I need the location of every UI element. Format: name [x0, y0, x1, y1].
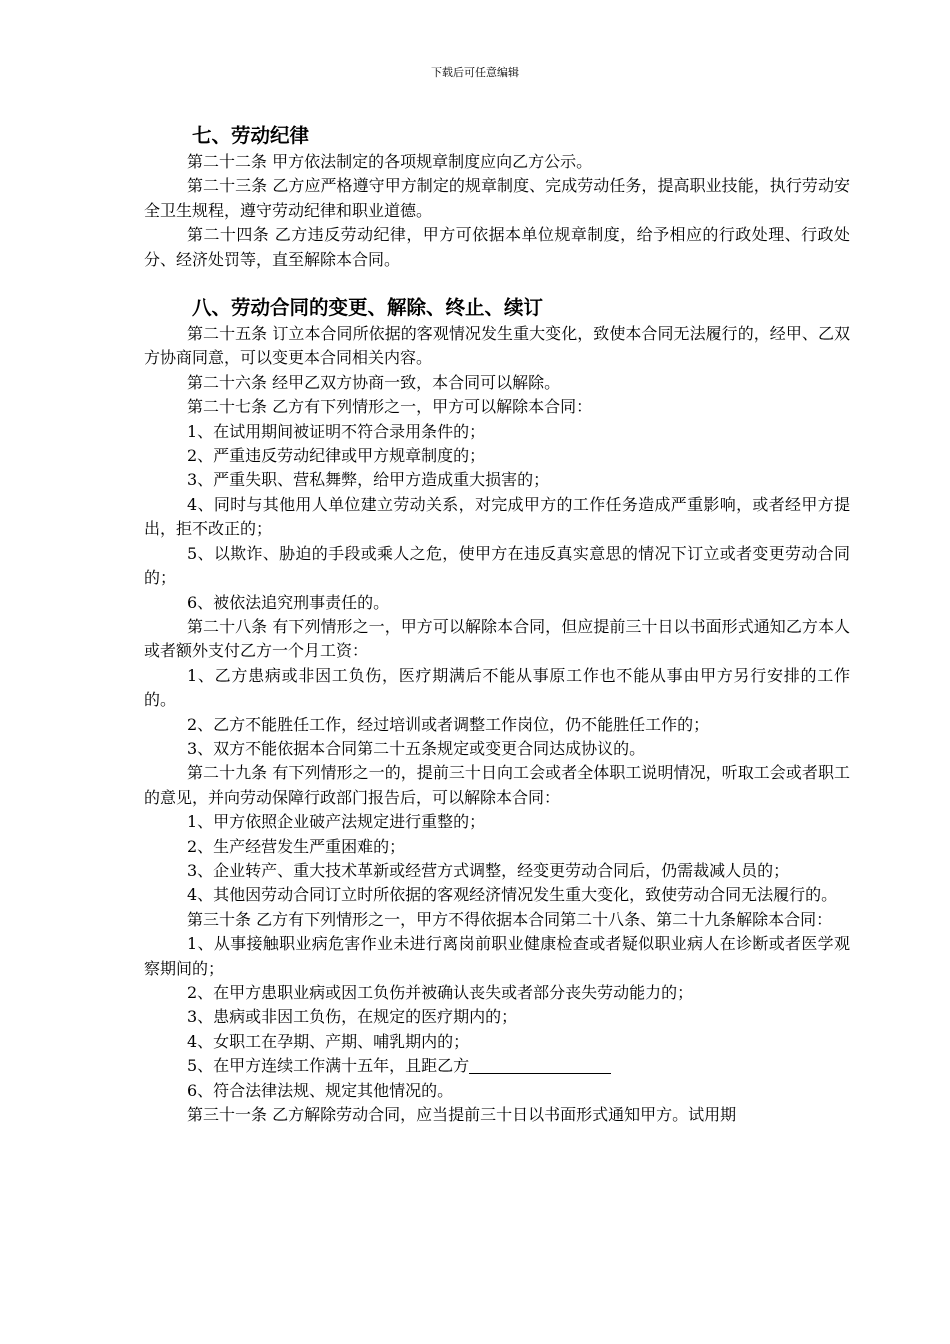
article-29-item-2: 2、生产经营发生严重困难的；	[187, 836, 406, 856]
section-title-labor-discipline: 七、劳动纪律	[192, 124, 310, 147]
article-30-item-5-text: 5、在甲方连续工作满十五年，且距乙方	[187, 1056, 470, 1076]
article-25: 第二十五条 订立本合同所依据的客观情况发生重大变化，致使本合同无法履行的，经甲、乙双方协商同意，可以变更本合同相关内容。	[144, 324, 850, 368]
article-22: 第二十二条 甲方依法制定的各项规章制度应向乙方公示。	[187, 152, 593, 171]
article-26: 第二十六条 经甲乙双方协商一致，本合同可以解除。	[187, 372, 561, 392]
article-23: 第二十三条 乙方应严格遵守甲方制定的规章制度、完成劳动任务，提高职业技能，执行劳动安全卫生规程，遵守劳动纪律和职业道德。	[144, 176, 850, 220]
article-28: 第二十八条 有下列情形之一，甲方可以解除本合同，但应提前三十日以书面形式通知乙方本人或者额外支付乙方一个月工资：	[144, 616, 850, 661]
article-28-item-3: 3、双方不能依据本合同第二十五条规定或变更合同达成协议的。	[187, 738, 646, 758]
article-27-item-2: 2、严重违反劳动纪律或甲方规章制度的；	[187, 446, 486, 466]
article-28-item-1: 1、乙方患病或非因工负伤，医疗期满后不能从事原工作也不能从事由甲方另行安排的工作的。	[144, 665, 850, 710]
article-27-item-6: 6、被依法追究刑事责任的。	[187, 592, 390, 612]
article-31: 第三十一条 乙方解除劳动合同，应当提前三十日以书面形式通知甲方。试用期	[187, 1105, 737, 1125]
article-29-item-1: 1、甲方依照企业破产法规定进行重整的；	[187, 812, 486, 832]
page-header-note: 下载后可任意编辑	[431, 66, 519, 79]
document-body	[144, 122, 850, 1127]
article-30-item-3: 3、患病或非因工负伤，在规定的医疗期内的；	[187, 1007, 518, 1027]
article-27: 第二十七条 乙方有下列情形之一，甲方可以解除本合同：	[187, 397, 593, 417]
article-30: 第三十条 乙方有下列情形之一，甲方不得依据本合同第二十八条、第二十九条解除本合同：	[187, 909, 833, 929]
article-28-item-2: 2、乙方不能胜任工作，经过培训或者调整工作岗位，仍不能胜任工作的；	[187, 714, 710, 734]
article-27-item-1: 1、在试用期间被证明不符合录用条件的；	[187, 421, 486, 441]
section-title-contract-change: 八、劳动合同的变更、解除、终止、续订	[192, 296, 544, 320]
fill-in-blank	[469, 1057, 611, 1074]
article-29: 第二十九条 有下列情形之一的，提前三十日向工会或者全体职工说明情况，听取工会或者职工的意见，并向劳动保障行政部门报告后，可以解除本合同：	[144, 763, 850, 807]
article-27-item-3: 3、严重失职、营私舞弊，给甲方造成重大损害的；	[187, 470, 550, 490]
article-30-item-6: 6、符合法律法规、规定其他情况的。	[187, 1080, 454, 1100]
article-30-item-5	[144, 1054, 850, 1078]
article-24: 第二十四条 乙方违反劳动纪律，甲方可依据本单位规章制度，给予相应的行政处理、行政处分、经济处罚等，直至解除本合同。	[144, 225, 850, 269]
article-30-item-2: 2、在甲方患职业病或因工负伤并被确认丧失或者部分丧失劳动能力的；	[187, 983, 694, 1002]
article-29-item-3: 3、企业转产、重大技术革新或经营方式调整，经变更劳动合同后，仍需裁减人员的；	[187, 860, 790, 880]
article-29-item-4: 4、其他因劳动合同订立时所依据的客观经济情况发生重大变化，致使劳动合同无法履行的。	[187, 885, 838, 905]
article-30-item-1: 1、从事接触职业病危害作业未进行离岗前职业健康检查或者疑似职业病人在诊断或者医学观察期间的；	[144, 934, 850, 978]
article-30-item-4: 4、女职工在孕期、产期、哺乳期内的；	[187, 1031, 470, 1051]
article-27-item-5: 5、以欺诈、胁迫的手段或乘人之危，使甲方在违反真实意思的情况下订立或者变更劳动合同的；	[144, 543, 850, 588]
article-27-item-4: 4、同时与其他用人单位建立劳动关系，对完成甲方的工作任务造成严重影响，或者经甲方提出，拒不改正的；	[144, 494, 850, 539]
